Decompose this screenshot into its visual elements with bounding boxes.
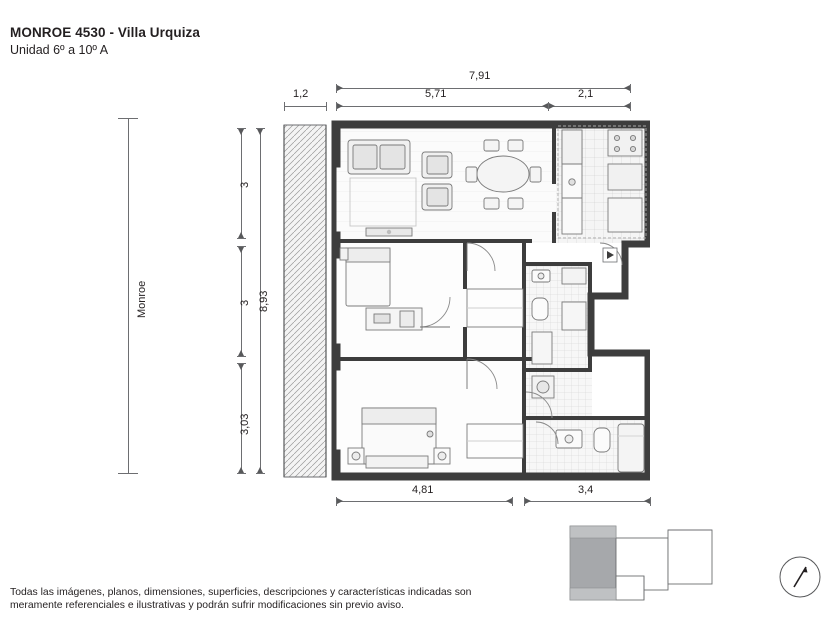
dim-tick-left-total-bottom xyxy=(256,473,265,474)
dim-bottom-left: 4,81 xyxy=(412,484,434,496)
street-label: Monroe xyxy=(136,280,148,318)
dim-line-top-right-seg xyxy=(548,106,630,107)
dim-arrow-top-total-right xyxy=(624,85,630,91)
dim-arrow-left-total-bottom xyxy=(257,467,263,473)
page-subtitle: Unidad 6º a 10º A xyxy=(10,43,109,57)
dim-arrow-top-right-seg-a xyxy=(549,103,555,109)
dim-top-balcony: 1,2 xyxy=(293,88,309,100)
dim-line-top-balcony xyxy=(284,106,326,107)
page-title: MONROE 4530 - Villa Urquiza xyxy=(10,25,201,40)
dim-arrow-left-lower-bottom xyxy=(238,467,244,473)
street-reference-line-bottom-tick xyxy=(118,473,138,474)
dim-arrow-left-lower-top xyxy=(238,364,244,370)
dim-top-right-segment: 2,1 xyxy=(578,88,594,100)
dim-arrow-top-right-seg-b xyxy=(624,103,630,109)
dim-tick-top-total-right xyxy=(630,84,631,93)
dim-tick-left-lower-bottom xyxy=(237,473,246,474)
dim-tick-left-upper-bottom xyxy=(237,238,246,239)
disclaimer xyxy=(10,586,530,612)
dim-tick-top-right-seg-b xyxy=(630,102,631,111)
dim-line-bottom-left xyxy=(336,501,512,502)
dim-top-left-segment: 5,71 xyxy=(425,88,447,100)
dim-left-upper: 3 xyxy=(239,181,251,188)
dim-arrow-left-upper-bottom xyxy=(238,232,244,238)
key-plan xyxy=(556,518,726,608)
dim-tick-bottom-left-b xyxy=(512,497,513,506)
dim-left-total: 8,93 xyxy=(258,290,270,312)
dim-arrow-bottom-left-a xyxy=(337,498,343,504)
street-reference-line-top-tick xyxy=(118,118,138,119)
dim-bottom-right: 3,4 xyxy=(578,484,594,496)
compass-north-icon xyxy=(776,553,824,601)
disclaimer-line-2: meramente referenciales e ilustrativas y podrán sufrir modificaciones sin previo aviso. xyxy=(10,600,404,611)
street-reference-line xyxy=(128,118,129,473)
header xyxy=(10,24,510,59)
dim-left-middle: 3 xyxy=(239,299,251,306)
balcony-area xyxy=(284,125,326,477)
dim-tick-top-balcony-b xyxy=(326,102,327,111)
disclaimer-line-1: Todas las imágenes, planos, dimensiones, superficies, descripciones y características indicadas son xyxy=(10,587,472,598)
dim-tick-top-balcony-a xyxy=(284,102,285,111)
dim-line-top-left-seg xyxy=(336,106,548,107)
dim-line-bottom-right xyxy=(524,501,650,502)
dim-arrow-top-left-seg-a xyxy=(337,103,343,109)
dim-arrow-left-middle-top xyxy=(238,247,244,253)
dim-arrow-top-total-left xyxy=(337,85,343,91)
dim-arrow-bottom-right-a xyxy=(525,498,531,504)
dim-tick-bottom-right-b xyxy=(650,497,651,506)
floor-plan xyxy=(270,112,650,487)
dim-tick-left-middle-bottom xyxy=(237,356,246,357)
dim-arrow-bottom-left-b xyxy=(506,498,512,504)
entry-door-marker-1 xyxy=(603,248,617,262)
dim-left-lower: 3,03 xyxy=(239,413,251,435)
dim-arrow-left-middle-bottom xyxy=(238,350,244,356)
dim-arrow-bottom-right-b xyxy=(644,498,650,504)
dim-top-total: 7,91 xyxy=(469,70,491,82)
dim-arrow-left-upper-top xyxy=(238,129,244,135)
dim-arrow-left-total-top xyxy=(257,129,263,135)
